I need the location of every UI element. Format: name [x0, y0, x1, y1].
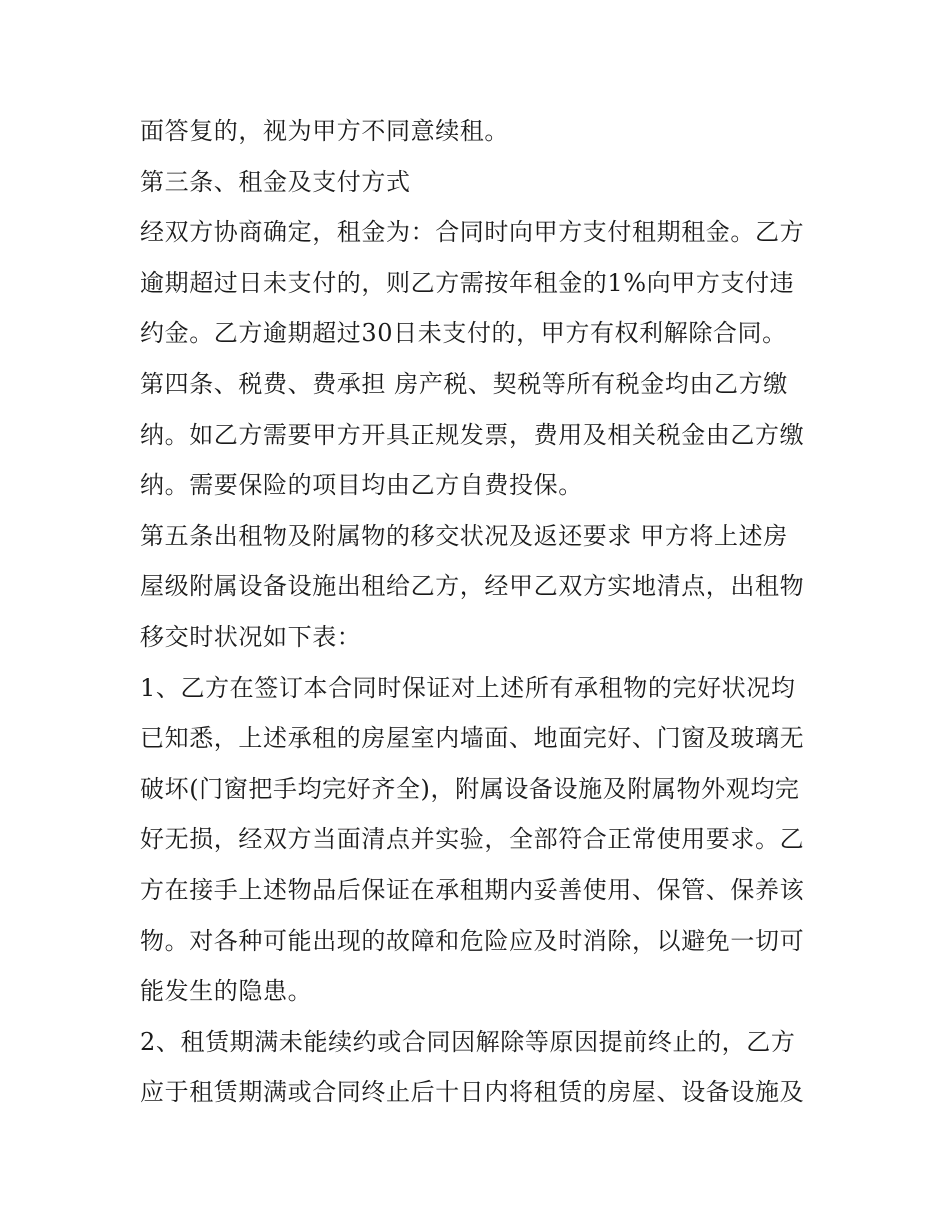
list-item-2: 2、租赁期满未能续约或合同因解除等原因提前终止的，乙方	[140, 1027, 796, 1056]
text-line: 屋级附属设备设施出租给乙方，经甲乙双方实地清点，出租物	[140, 572, 805, 601]
text-line: 破坏(门窗把手均完好齐全)，附属设备设施及附属物外观均完	[140, 774, 800, 803]
text-line: 已知悉，上述承租的房屋室内墙面、地面完好、门窗及玻璃无	[140, 724, 805, 753]
text-line: 应于租赁期满或合同终止后十日内将租赁的房屋、设备设施及	[140, 1078, 805, 1107]
list-item-1: 1、乙方在签订本合同时保证对上述所有承租物的完好状况均	[140, 673, 796, 702]
text-line: 纳。需要保险的项目均由乙方自费投保。	[140, 471, 583, 500]
text-line: 方在接手上述物品后保证在承租期内妥善使用、保管、保养该	[140, 875, 805, 904]
document-body	[140, 106, 820, 1118]
text-line: 面答复的，视为甲方不同意续租。	[140, 117, 509, 145]
text-line: 纳。如乙方需要甲方开具正规发票，费用及相关税金由乙方缴	[140, 420, 805, 449]
section-heading: 第四条、税费、费承担 房产税、契税等所有税金均由乙方缴	[140, 369, 788, 398]
text-line: 好无损，经双方当面清点并实验，全部符合正常使用要求。乙	[140, 825, 805, 854]
text-line: 物。对各种可能出现的故障和危险应及时消除，以避免一切可	[140, 926, 805, 955]
section-heading: 第三条、租金及支付方式	[140, 167, 411, 196]
text-line: 约金。乙方逾期超过30日未支付的，甲方有权利解除合同。	[140, 319, 787, 348]
section-heading: 第五条出租物及附属物的移交状况及返还要求 甲方将上述房	[140, 521, 788, 550]
text-line: 移交时状况如下表：	[140, 622, 362, 651]
text-line: 能发生的隐患。	[140, 977, 313, 1006]
text-line: 逾期超过日未支付的，则乙方需按年租金的1%向甲方支付违	[140, 268, 795, 297]
text-line: 经双方协商确定，租金为：合同时向甲方支付租期租金。乙方	[140, 218, 805, 247]
